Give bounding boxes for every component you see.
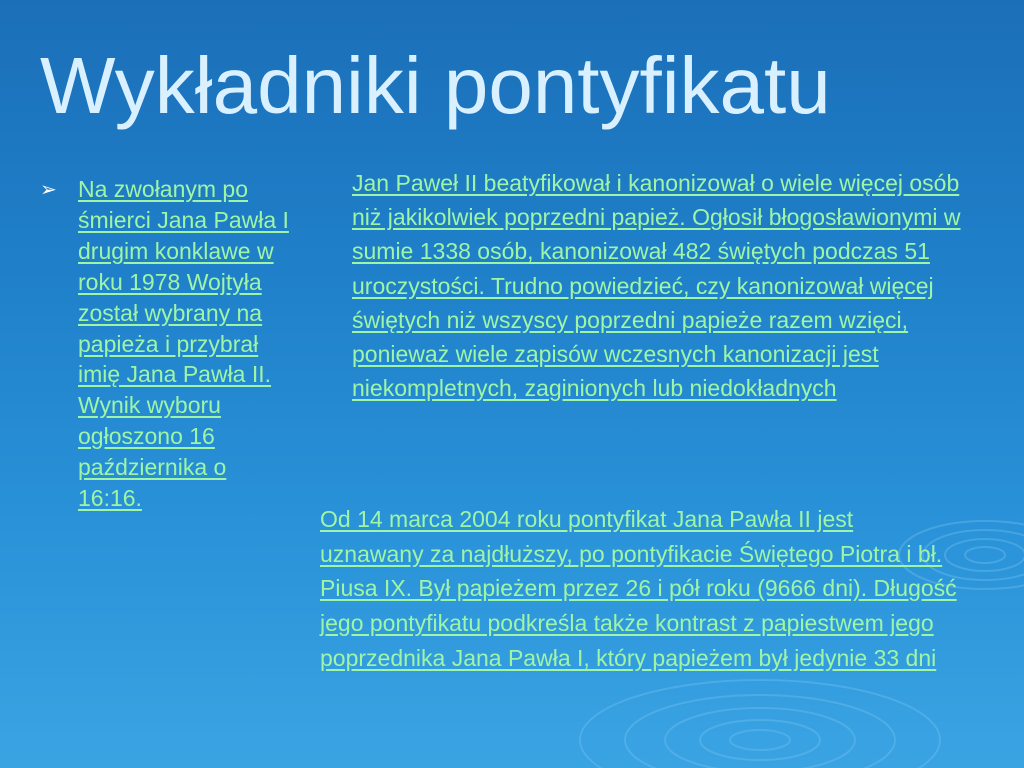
canonization-paragraph[interactable]	[352, 166, 964, 405]
arrow-bullet-icon: ➢	[40, 177, 57, 201]
pontificate-length-paragraph-link[interactable]: Od 14 marca 2004 roku pontyfikat Jana Pawła II jest uznawany za najdłuższy, po pontyfikacie Świętego Piotra i bł. Piusa IX. Był papieżem przez 26 i pół roku (9666 dni). Długość jego pontyfikatu podkreśla także kontrast z papiestwem jego poprzednika Jana Pawła I, który papieżem był jedynie 33 dni	[320, 506, 957, 671]
left-paragraph[interactable]	[78, 174, 293, 514]
slide-title: Wykładniki pontyfikatu	[40, 41, 831, 130]
pontificate-length-paragraph[interactable]	[320, 502, 960, 676]
canonization-paragraph-link[interactable]: Jan Paweł II beatyfikował i kanonizował o wiele więcej osób niż jakikolwiek poprzedni papież. Ogłosił błogosławionymi w sumie 1338 osób, kanonizował 482 świętych podczas 51 uroczystości. Trudno powiedzieć, czy kanonizował więcej świętych niż wszyscy poprzedni papieże razem wzięci, ponieważ wiele zapisów wczesnych kanonizacji jest niekompletnych, zaginionych lub niedokładnych	[352, 170, 961, 402]
left-paragraph-link[interactable]: Na zwołanym po śmierci Jana Pawła I drugim konklawe w roku 1978 Wojtyła został wybrany na papieża i przybrał imię Jana Pawła II. Wynik wyboru ogłoszono 16 października o 16:16.	[78, 176, 289, 512]
